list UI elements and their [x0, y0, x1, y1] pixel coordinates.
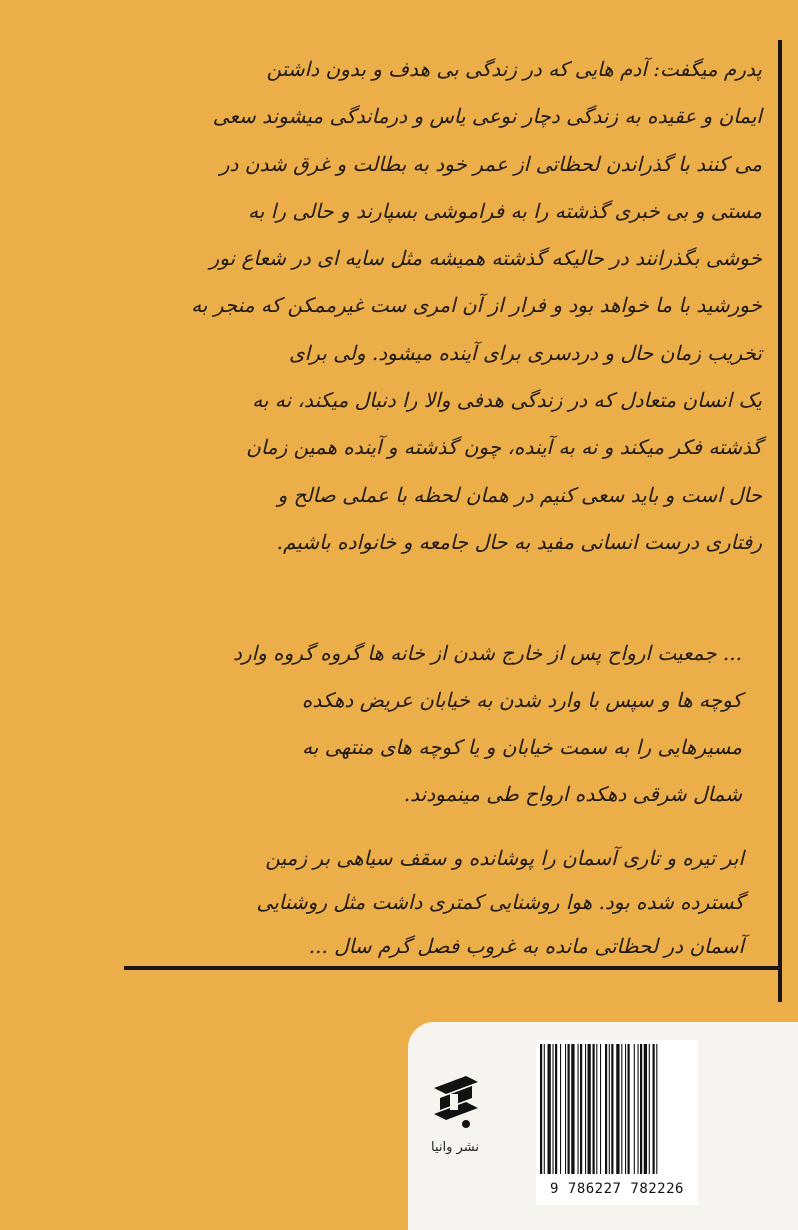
- excerpt-line: ابر تیره و تاری آسمان را پوشانده و سقف سیاهی بر زمین: [265, 846, 744, 870]
- excerpt-paragraph-2: [84, 836, 744, 968]
- vertical-rule: [778, 40, 782, 1002]
- excerpt-line: شمال شرقی دهکده ارواح طی مینمودند.: [403, 782, 742, 806]
- publisher-name: نشر وانیا: [431, 1140, 479, 1155]
- quote-line: خوشی بگذرانند در حالیکه گذشته همیشه مثل سایه ای در شعاع نور: [209, 246, 762, 271]
- quote-line: ایمان و عقیده به زندگی دچار نوعی یاس و درماندگی میشوند سعی: [212, 104, 762, 129]
- excerpt-line: ... جمعیت ارواح پس از خارج شدن از خانه ها گروه گروه وارد: [233, 641, 742, 665]
- quote-line: حال است و باید سعی کنیم در همان لحظه با عملی صالح و: [277, 482, 762, 507]
- isbn-number: 9 786227 782226: [550, 1181, 684, 1197]
- quote-paragraph: [92, 46, 762, 566]
- quote-line: پدرم میگفت: آدم هایی که در زندگی بی هدف و بدون داشتن: [266, 57, 762, 81]
- quote-line: رفتاری درست انسانی مفید به حال جامعه و خانواده باشیم.: [276, 529, 762, 554]
- excerpt-paragraph-1: [60, 630, 742, 818]
- quote-line: یک انسان متعادل که در زندگی هدفی والا را دنبال میکند، نه به: [252, 388, 762, 413]
- excerpt-line: مسیرهایی را به سمت خیابان و یا کوچه های منتهی به: [302, 735, 742, 759]
- quote-line: تخریب زمان حال و دردسری برای آینده میشود. ولی برای: [288, 340, 762, 365]
- excerpt-line: کوچه ها و سپس با وارد شدن به خیابان عریض دهکده: [301, 688, 742, 712]
- publisher-logo-icon: [426, 1068, 486, 1138]
- quote-line: می کنند با گذراندن لحظاتی از عمر خود به بطالت و غرق شدن در: [219, 151, 762, 176]
- excerpt-line: گسترده شده بود. هوا روشنایی کمتری داشت مثل روشنایی: [256, 890, 744, 914]
- quote-line: خورشید با ما خواهد بود و فرار از آن امری ست غیرممکن که منجر به: [191, 293, 762, 318]
- excerpt-line: آسمان در لحظاتی مانده به غروب فصل گرم سال ...: [308, 934, 744, 958]
- horizontal-rule: [124, 966, 782, 970]
- quote-line: مستی و بی خبری گذشته را به فراموشی بسپارند و حالی را به: [248, 198, 762, 223]
- quote-line: گذشته فکر میکند و نه به آینده، چون گذشته و آینده همین زمان: [246, 435, 762, 460]
